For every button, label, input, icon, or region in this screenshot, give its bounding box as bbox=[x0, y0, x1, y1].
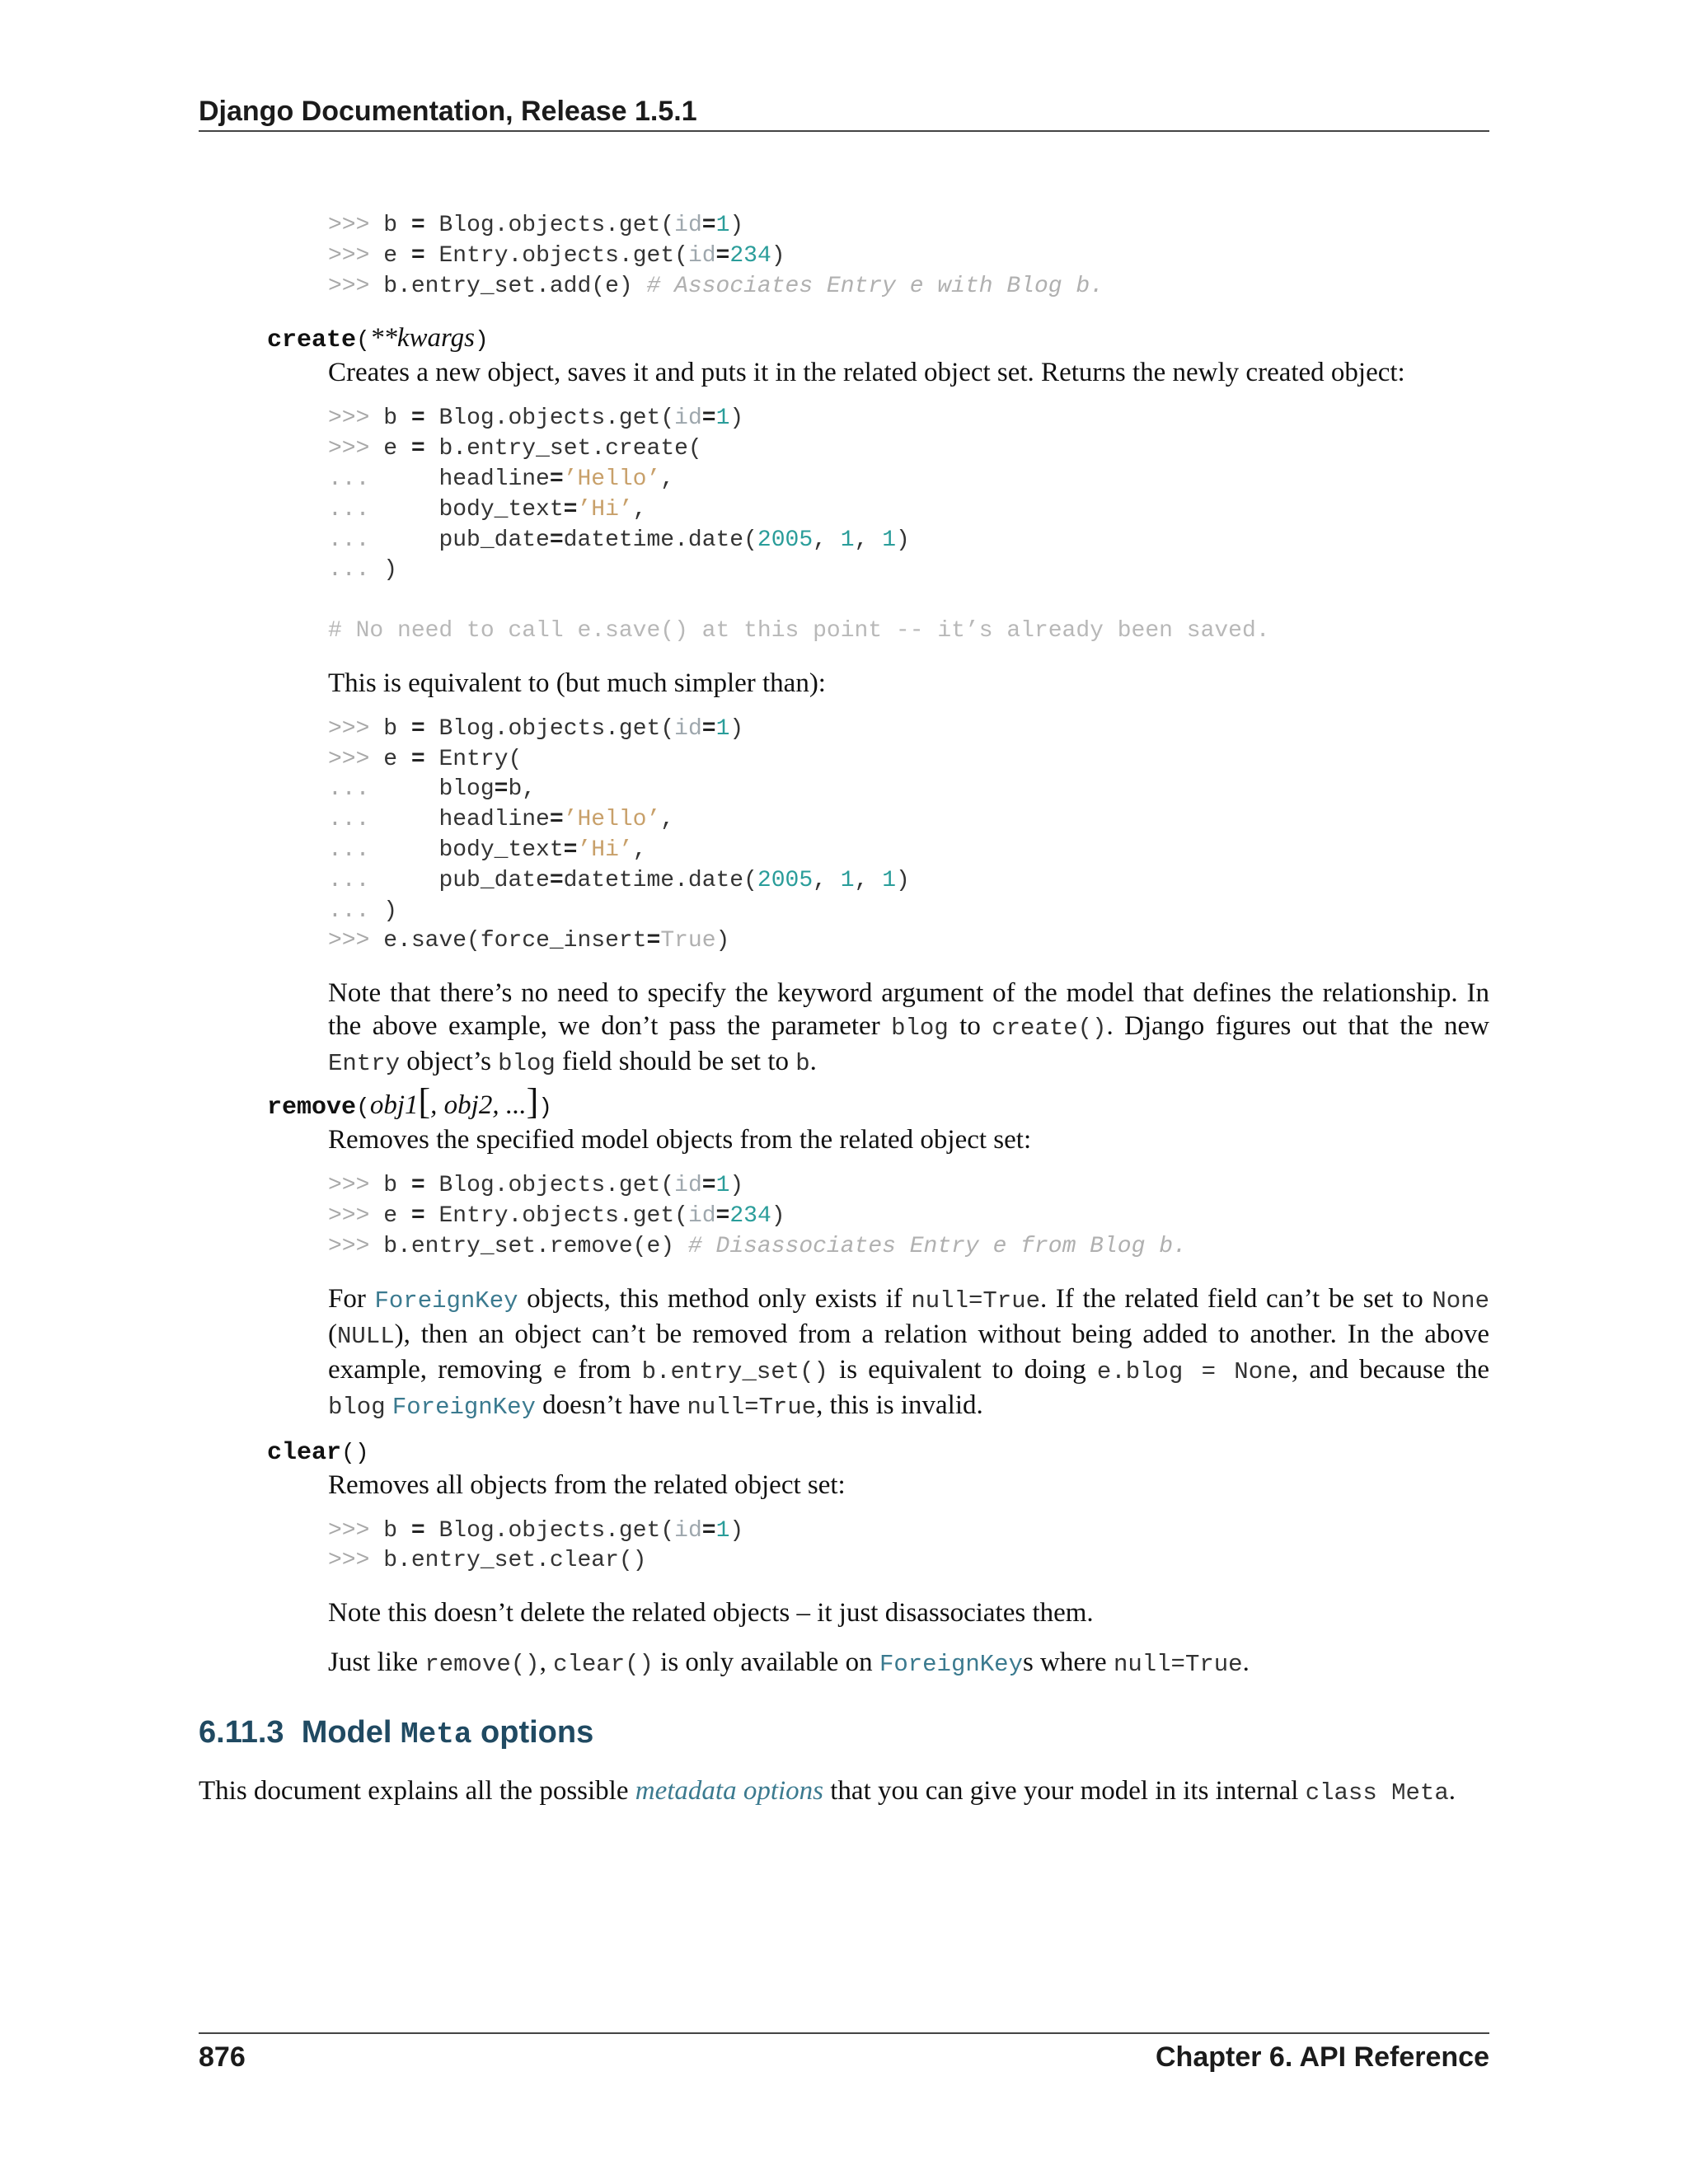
section-heading: 6.11.3 Model Meta options bbox=[199, 1715, 594, 1752]
foreignkey-link[interactable]: ForeignKey bbox=[879, 1651, 1023, 1679]
code-block-create: >>> b = Blog.objects.get(id=1) >>> e = b.entry_set.create( ... headline=’Hello’, ... body_text=’Hi’, ... pub_date=datetime.date(2005, 1, 1) ... ) # No need to call e.save() at this point -- it’s already been saved. bbox=[328, 405, 1270, 644]
code-block-remove: >>> b = Blog.objects.get(id=1) >>> e = Entry.objects.get(id=234) >>> b.entry_set.remove(e) # Disassociates Entry e from Blog b. bbox=[328, 1173, 1187, 1259]
code-block-add: >>> b = Blog.objects.get(id=1) >>> e = Entry.objects.get(id=234) >>> b.entry_set.add(e) # Associates Entry e with Blog b. bbox=[328, 213, 1104, 299]
method-signature-remove: remove(obj1[, obj2, ...]) bbox=[267, 1081, 553, 1122]
page-number: 876 bbox=[199, 2041, 246, 2073]
foreignkey-link[interactable]: ForeignKey bbox=[374, 1286, 518, 1315]
remove-note: For ForeignKey objects, this method only exists if null=True. If the related field can’t be set to None (NULL), then an object can’t be removed from a relation without being added to another. In the above example, removing e from b.entry_set() is equivalent to doing e.blog = None, and because the blog ForeignKey doesn’t have null=True, this is invalid. bbox=[328, 1283, 1489, 1421]
running-header: Django Documentation, Release 1.5.1 bbox=[199, 96, 697, 127]
code-block-create-equivalent: >>> b = Blog.objects.get(id=1) >>> e = Entry( ... blog=b, ... headline=’Hello’, ... body_text=’Hi’, ... pub_date=datetime.date(2005, 1, 1) ... ) >>> e.save(force_insert=True) bbox=[328, 715, 910, 954]
metadata-options-link[interactable]: metadata options bbox=[635, 1776, 823, 1807]
clear-description: Removes all objects from the related object set: bbox=[328, 1469, 846, 1500]
foreignkey-link[interactable]: ForeignKey bbox=[392, 1393, 536, 1421]
code-block-clear: >>> b = Blog.objects.get(id=1) >>> b.entry_set.clear() bbox=[328, 1517, 744, 1574]
chapter-title: Chapter 6. API Reference bbox=[1156, 2041, 1489, 2073]
section-intro: This document explains all the possible metadata options that you can give your model in its internal class Meta. bbox=[199, 1776, 1456, 1807]
method-signature-create: create(**kwargs) bbox=[267, 323, 489, 355]
content bbox=[199, 211, 1489, 1810]
create-description: Creates a new object, saves it and puts it in the related object set. Returns the newly created object: bbox=[328, 358, 1405, 388]
document-page bbox=[199, 0, 1489, 2184]
header-rule bbox=[199, 130, 1489, 132]
create-note: Note that there’s no need to specify the keyword argument of the model that defines the relationship. In the above example, we don’t pass the parameter blog to create(). Django figures out that the new Entry object’s blog field should be set to b. bbox=[328, 978, 1489, 1078]
footer-rule bbox=[199, 2032, 1489, 2034]
remove-description: Removes the specified model objects from the related object set: bbox=[328, 1125, 1032, 1155]
clear-note: Note this doesn’t delete the related objects – it just disassociates them. bbox=[328, 1598, 1094, 1629]
create-equivalent-text: This is equivalent to (but much simpler than): bbox=[328, 668, 826, 698]
clear-availability-note: Just like remove(), clear() is only available on ForeignKeys where null=True. bbox=[328, 1647, 1250, 1679]
method-signature-clear: clear() bbox=[267, 1438, 369, 1467]
running-footer bbox=[199, 2039, 1489, 2075]
